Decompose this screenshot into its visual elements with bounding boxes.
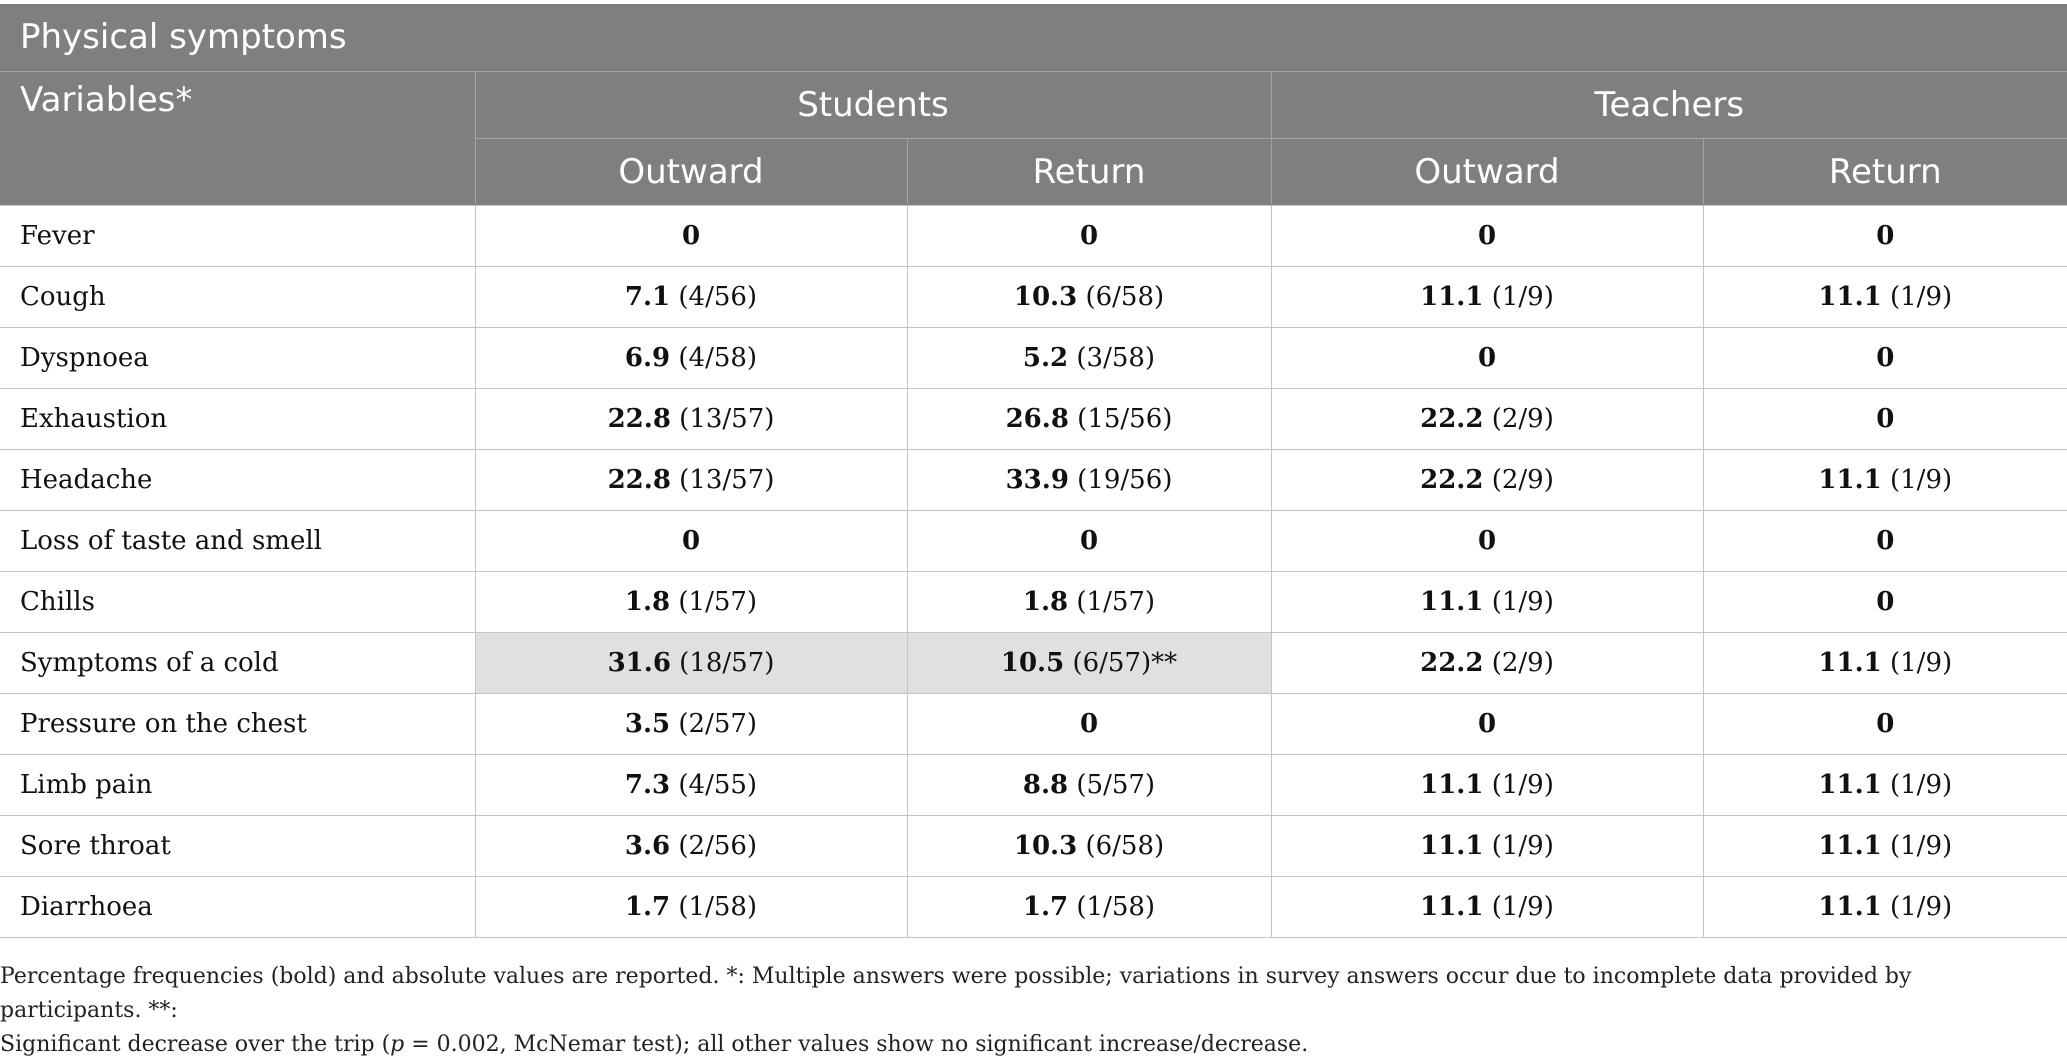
percentage-value: 11.1 [1818, 281, 1882, 312]
percentage-value: 22.8 [607, 403, 671, 434]
percentage-value: 0 [1477, 525, 1497, 556]
table-row [0, 327, 2067, 388]
absolute-value: (1/9) [1483, 769, 1554, 800]
cell-teachers-outward [1271, 693, 1703, 754]
cell-teachers-return [1703, 693, 2067, 754]
cell-teachers-return [1703, 327, 2067, 388]
absolute-value: (1/9) [1483, 586, 1554, 617]
percentage-value: 0 [1477, 708, 1497, 739]
absolute-value: (2/57) [670, 708, 758, 739]
cell-students-return [907, 327, 1271, 388]
percentage-value: 0 [1079, 220, 1099, 251]
table-row [0, 449, 2067, 510]
percentage-value: 33.9 [1005, 464, 1069, 495]
table-row [0, 266, 2067, 327]
percentage-value: 1.7 [624, 891, 671, 922]
percentage-value: 11.1 [1818, 769, 1882, 800]
absolute-value: (4/56) [670, 281, 758, 312]
percentage-value: 6.9 [624, 342, 671, 373]
cell-teachers-return [1703, 388, 2067, 449]
row-label: Fever [0, 205, 475, 266]
cell-teachers-outward [1271, 876, 1703, 937]
cell-teachers-outward [1271, 388, 1703, 449]
row-label: Pressure on the chest [0, 693, 475, 754]
row-label: Diarrhoea [0, 876, 475, 937]
table-body [0, 205, 2067, 937]
table-title-row [0, 4, 2067, 71]
cell-teachers-outward [1271, 266, 1703, 327]
subheader-teachers-outward: Outward [1271, 138, 1703, 205]
subheader-students-outward: Outward [475, 138, 907, 205]
percentage-value: 10.5 [1000, 647, 1065, 678]
row-label: Symptoms of a cold [0, 632, 475, 693]
cell-teachers-return [1703, 266, 2067, 327]
percentage-value: 1.7 [1022, 891, 1069, 922]
percentage-value: 11.1 [1818, 647, 1882, 678]
percentage-value: 8.8 [1022, 769, 1069, 800]
cell-students-return [907, 632, 1271, 693]
cell-teachers-outward [1271, 815, 1703, 876]
percentage-value: 0 [1876, 586, 1895, 617]
cell-teachers-outward [1271, 449, 1703, 510]
percentage-value: 0 [1876, 220, 1895, 251]
cell-students-return [907, 754, 1271, 815]
percentage-value: 1.8 [1022, 586, 1069, 617]
table-row [0, 510, 2067, 571]
percentage-value: 11.1 [1818, 891, 1882, 922]
row-label: Limb pain [0, 754, 475, 815]
percentage-value: 3.5 [624, 708, 671, 739]
cell-students-outward [475, 449, 907, 510]
absolute-value: (1/9) [1881, 281, 1953, 312]
row-label: Sore throat [0, 815, 475, 876]
percentage-value: 5.2 [1022, 342, 1069, 373]
percentage-value: 22.2 [1420, 647, 1484, 678]
percentage-value: 11.1 [1818, 830, 1882, 861]
percentage-value: 10.3 [1013, 281, 1078, 312]
percentage-value: 22.2 [1420, 464, 1484, 495]
absolute-value: (1/9) [1881, 891, 1953, 922]
table-row [0, 693, 2067, 754]
cell-teachers-return [1703, 876, 2067, 937]
percentage-value: 11.1 [1420, 281, 1484, 312]
absolute-value: (1/57) [1068, 586, 1156, 617]
percentage-value: 22.8 [607, 464, 671, 495]
row-label: Cough [0, 266, 475, 327]
absolute-value: (15/56) [1068, 403, 1173, 434]
percentage-value: 31.6 [607, 647, 671, 678]
table-row [0, 571, 2067, 632]
cell-students-outward [475, 571, 907, 632]
absolute-value: (6/58) [1077, 281, 1165, 312]
cell-students-outward [475, 327, 907, 388]
cell-students-return [907, 693, 1271, 754]
table-row [0, 205, 2067, 266]
percentage-value: 11.1 [1818, 464, 1882, 495]
absolute-value: (1/9) [1881, 464, 1953, 495]
absolute-value: (5/57) [1068, 769, 1156, 800]
absolute-value: (1/9) [1881, 830, 1953, 861]
absolute-value: (1/9) [1483, 891, 1554, 922]
absolute-value: (3/58) [1068, 342, 1156, 373]
cell-students-return [907, 449, 1271, 510]
percentage-value: 0 [681, 220, 701, 251]
group-header-students: Students [475, 71, 1271, 138]
absolute-value: (1/9) [1483, 281, 1554, 312]
row-label: Loss of taste and smell [0, 510, 475, 571]
absolute-value: (2/9) [1483, 464, 1554, 495]
cell-students-outward [475, 632, 907, 693]
cell-teachers-return [1703, 449, 2067, 510]
absolute-value: (13/57) [670, 464, 775, 495]
percentage-value: 1.8 [624, 586, 671, 617]
absolute-value: (4/58) [670, 342, 758, 373]
row-label: Dyspnoea [0, 327, 475, 388]
table-row [0, 876, 2067, 937]
cell-teachers-return [1703, 632, 2067, 693]
cell-teachers-return [1703, 754, 2067, 815]
table-row [0, 632, 2067, 693]
cell-students-return [907, 388, 1271, 449]
footnote-line-1: Percentage frequencies (bold) and absolute values are reported. *: Multiple answers were possible; variations in survey answers occur due to incomplete data provided by participants. **: [0, 964, 1912, 1023]
variables-header: Variables* [0, 71, 475, 205]
percentage-value: 0 [1876, 342, 1895, 373]
cell-students-return [907, 510, 1271, 571]
row-label: Exhaustion [0, 388, 475, 449]
cell-students-return [907, 266, 1271, 327]
percentage-value: 0 [681, 525, 701, 556]
absolute-value: (19/56) [1068, 464, 1173, 495]
absolute-value: (1/58) [670, 891, 758, 922]
cell-teachers-outward [1271, 632, 1703, 693]
row-label: Headache [0, 449, 475, 510]
absolute-value: (6/58) [1077, 830, 1165, 861]
cell-students-outward [475, 754, 907, 815]
table-title: Physical symptoms [0, 4, 2067, 71]
percentage-value: 11.1 [1420, 830, 1484, 861]
percentage-value: 0 [1477, 342, 1497, 373]
percentage-value: 22.2 [1420, 403, 1484, 434]
percentage-value: 0 [1876, 708, 1895, 739]
cell-teachers-outward [1271, 510, 1703, 571]
absolute-value: (2/9) [1483, 403, 1554, 434]
cell-students-outward [475, 510, 907, 571]
absolute-value: (18/57) [670, 647, 775, 678]
cell-teachers-outward [1271, 327, 1703, 388]
cell-students-outward [475, 266, 907, 327]
percentage-value: 0 [1876, 525, 1895, 556]
footnote-line-2 [0, 1028, 2040, 1062]
subheader-students-return: Return [907, 138, 1271, 205]
group-header-teachers: Teachers [1271, 71, 2067, 138]
percentage-value: 0 [1079, 525, 1099, 556]
table-row [0, 388, 2067, 449]
cell-teachers-return [1703, 205, 2067, 266]
cell-teachers-return [1703, 571, 2067, 632]
absolute-value: (6/57)** [1064, 647, 1178, 678]
percentage-value: 11.1 [1420, 891, 1484, 922]
cell-teachers-outward [1271, 205, 1703, 266]
absolute-value: (2/9) [1483, 647, 1554, 678]
footnote-p-symbol: p [390, 1032, 405, 1057]
absolute-value: (4/55) [670, 769, 758, 800]
table-row [0, 815, 2067, 876]
absolute-value: (1/9) [1881, 647, 1953, 678]
percentage-value: 0 [1876, 403, 1895, 434]
percentage-value: 0 [1079, 708, 1099, 739]
absolute-value: (1/57) [670, 586, 758, 617]
cell-teachers-return [1703, 510, 2067, 571]
absolute-value: (1/58) [1068, 891, 1156, 922]
percentage-value: 11.1 [1420, 769, 1484, 800]
cell-teachers-return [1703, 815, 2067, 876]
percentage-value: 3.6 [624, 830, 671, 861]
cell-teachers-outward [1271, 571, 1703, 632]
cell-students-outward [475, 815, 907, 876]
absolute-value: (1/9) [1881, 769, 1953, 800]
absolute-value: (1/9) [1483, 830, 1554, 861]
cell-students-outward [475, 388, 907, 449]
cell-students-return [907, 205, 1271, 266]
group-header-row [0, 71, 2067, 138]
absolute-value: (13/57) [670, 403, 775, 434]
cell-students-return [907, 876, 1271, 937]
row-label: Chills [0, 571, 475, 632]
physical-symptoms-table [0, 4, 2067, 938]
footnote-line-2-end: = 0.002, McNemar test); all other values show no significant increase/decrease. [404, 1032, 1309, 1057]
subheader-teachers-return: Return [1703, 138, 2067, 205]
cell-students-outward [475, 876, 907, 937]
table-footnote [0, 960, 2040, 1062]
cell-students-return [907, 571, 1271, 632]
percentage-value: 7.1 [624, 281, 671, 312]
cell-teachers-outward [1271, 754, 1703, 815]
cell-students-outward [475, 693, 907, 754]
percentage-value: 26.8 [1005, 403, 1069, 434]
percentage-value: 0 [1477, 220, 1497, 251]
percentage-value: 11.1 [1420, 586, 1484, 617]
percentage-value: 10.3 [1013, 830, 1078, 861]
table-row [0, 754, 2067, 815]
percentage-value: 7.3 [624, 769, 671, 800]
absolute-value: (2/56) [670, 830, 758, 861]
footnote-line-2-start: Significant decrease over the trip ( [0, 1032, 391, 1057]
cell-students-outward [475, 205, 907, 266]
cell-students-return [907, 815, 1271, 876]
